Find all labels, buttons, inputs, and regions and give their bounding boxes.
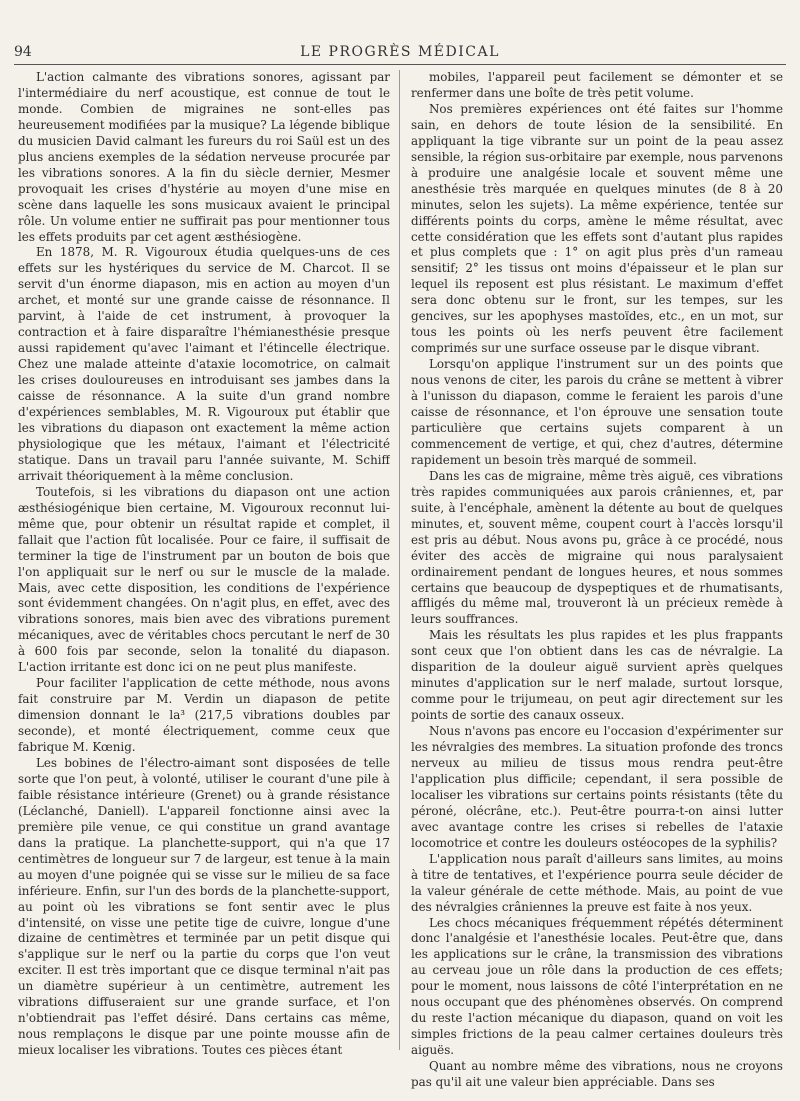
column-separator xyxy=(399,70,400,1050)
paragraph: L'application nous paraît d'ailleurs sans limites, au moins à titre de tentatives, et l'expérience pourra seule décider de la valeur générale de cette méthode. Mais, au point de vue des névralgies crâniennes la preuve est faite à nos yeux. xyxy=(411,851,783,914)
header-rule xyxy=(14,64,786,65)
paragraph: mobiles, l'appareil peut facilement se démonter et se renfermer dans une boîte de très petit volume. xyxy=(411,70,783,100)
running-title: LE PROGRÈS MÉDICAL xyxy=(300,44,500,60)
paragraph: L'action calmante des vibrations sonores, agissant par l'intermédiaire du nerf acoustique, est connue de tout le monde. Combien de migraines ne sont-elles pas heureusement modifiées par la musique? La légende biblique du musicien David calmant les fureurs du roi Saül est un des plus anciens exemples de la sédation nerveuse procurée par les vibrations sonores. A la fin du siècle dernier, Mesmer provoquait les crises d'hystérie au moyen d'une mise en scène dans laquelle les sons musicaux avaient le principal rôle. Un volume entier ne suffirait pas pour mentionner tous les effets produits par cet agent æsthésiogène. xyxy=(18,70,390,244)
left-column xyxy=(18,70,390,1090)
paragraph: Dans les cas de migraine, même très aiguë, ces vibrations très rapides communiquées aux parois crâniennes, et, par suite, à l'encéphale, amènent la détente au bout de quelques minutes, et, souvent même, coupent court à l'accès lorsqu'il est pris au début. Nous avons pu, grâce à ce procédé, nous éviter des accès de migraine qui nous paralysaient ordinairement pendant de longues heures, et nous sommes certains que beaucoup de dyspeptiques et de rhumatisants, affligés du même mal, trouveront là un précieux remède à leurs souffrances. xyxy=(411,468,783,627)
page-header xyxy=(14,44,786,64)
paragraph: Mais les résultats les plus rapides et les plus frappants sont ceux que l'on obtient dans les cas de névralgie. La disparition de la douleur aiguë survient après quelques minutes d'application sur le nerf malade, surtout lorsque, comme pour le trijumeau, on peut agir directement sur les points de sortie des canaux osseux. xyxy=(411,628,783,723)
page-number: 94 xyxy=(14,44,32,60)
right-column xyxy=(411,70,783,1090)
paragraph: Nos premières expériences ont été faites sur l'homme sain, en dehors de toute lésion de la sensibilité. En appliquant la tige vibrante sur un point de la peau assez sensible, la région sus-orbitaire par exemple, nous parvenons à produire une analgésie locale et souvent même une anesthésie très marquée en quelques minutes (de 8 à 20 minutes, selon les sujets). La même expérience, tentée sur différents points du corps, amène le même résultat, avec cette considération que les effets sont d'autant plus rapides et plus complets que : 1° on agit plus près d'un rameau sensitif; 2° les tissus ont moins d'épaisseur et le plan sur lequel ils reposent est plus résistant. Le maximum d'effet sera donc obtenu sur le front, sur les tempes, sur les gencives, sur les apophyses mastoïdes, etc., en un mot, sur tous les points où les nerfs peuvent être facilement comprimés sur une surface osseuse par le disque vibrant. xyxy=(411,101,783,356)
paragraph: Les bobines de l'électro-aimant sont disposées de telle sorte que l'on peut, à volonté, utiliser le courant d'une pile à faible résistance intérieure (Grenet) ou à grande résistance (Léclanché, Daniell). L'appareil fonctionne ainsi avec la première pile venue, ce qui constitue un grand avantage dans la pratique. La planchette-support, qui n'a que 17 centimètres de longueur sur 7 de largeur, est tenue à la main au moyen d'une poignée qui se visse sur le milieu de sa face inférieure. Enfin, sur l'un des bords de la planchette-support, au point où les vibrations se font sentir avec le plus d'intensité, on visse une petite tige de cuivre, longue d'une dizaine de centimètres et terminée par un petit disque qui s'applique sur le nerf ou la partie du corps que l'on veut exciter. Il est très important que ce disque terminal n'ait pas un diamètre supérieur à un centimètre, autrement les vibrations diffuseraient sur une grande surface, et l'on n'obtiendrait pas l'effet désiré. Dans certains cas même, nous remplaçons le disque par une pointe mousse afin de mieux localiser les vibrations. Toutes ces pièces étant xyxy=(18,755,390,1058)
paragraph: Pour faciliter l'application de cette méthode, nous avons fait construire par M. Verdin un diapason de petite dimension donnant le la³ (217,5 vibrations doubles par seconde), et monté électriquement, comme ceux que fabrique M. Kœnig. xyxy=(18,676,390,755)
paragraph: Les chocs mécaniques fréquemment répétés déterminent donc l'analgésie et l'anesthésie locales. Peut-être que, dans les applications sur le crâne, la transmission des vibrations au cerveau joue un rôle dans la production de ces effets; pour le moment, nous laissons de côté l'interprétation en ne nous occupant que des phénomènes observés. On comprend du reste l'action mécanique du diapason, quand on voit les simples frictions de la peau calmer certaines douleurs très aiguës. xyxy=(411,915,783,1058)
paragraph: Toutefois, si les vibrations du diapason ont une action æsthésiogénique bien certaine, M. Vigouroux reconnut lui-même que, pour obtenir un résultat rapide et complet, il fallait que l'action fût localisée. Pour ce faire, il suffisait de terminer la tige de l'instrument par un bouton de bois que l'on appliquait sur le nerf ou sur le muscle de la malade. Mais, avec cette disposition, les conditions de l'expérience sont évidemment changées. On n'agit plus, en effet, avec des vibrations sonores, mais bien avec des vibrations purement mécaniques, avec de véritables chocs percutant le nerf de 30 à 600 fois par seconde, selon la tonalité du diapason. L'action irritante est donc ici on ne peut plus manifeste. xyxy=(18,484,390,675)
paragraph: Lorsqu'on applique l'instrument sur un des points que nous venons de citer, les parois du crâne se mettent à vibrer à l'unisson du diapason, comme le feraient les parois d'une caisse de résonnance, et l'on éprouve une sensation toute particulière que certains sujets comparent à un commencement de vertige, et qui, chez d'autres, détermine rapidement un besoin très marqué de sommeil. xyxy=(411,357,783,467)
paragraph: Nous n'avons pas encore eu l'occasion d'expérimenter sur les névralgies des membres. La situation profonde des troncs nerveux au milieu de tissus mous rendra peut-être l'application plus difficile; cependant, il sera possible de localiser les vibrations sur certains points résistants (tête du péroné, olécrâne, etc.). Peut-être pourra-t-on ainsi lutter avec avantage contre les crises si rebelles de l'ataxie locomotrice et contre les douleurs ostéocopes de la syphilis? xyxy=(411,724,783,850)
paragraph: Quant au nombre même des vibrations, nous ne croyons pas qu'il ait une valeur bien appréciable. Dans ses xyxy=(411,1059,783,1090)
paragraph: En 1878, M. R. Vigouroux étudia quelques-uns de ces effets sur les hystériques du service de M. Charcot. Il se servit d'un énorme diapason, mis en action au moyen d'un archet, et monté sur une grande caisse de résonnance. Il parvint, à l'aide de cet instrument, à provoquer la contraction et à faire disparaître l'hémianesthésie presque aussi rapidement qu'avec l'aimant et l'étincelle électrique. Chez une malade atteinte d'ataxie locomotrice, on calmait les crises douloureuses en introduisant ses jambes dans la caisse de résonnance. A la suite d'un grand nombre d'expériences semblables, M. R. Vigouroux put établir que les vibrations du diapason ont exactement la même action physiologique que les métaux, l'aimant et l'électricité statique. Dans un travail paru l'année suivante, M. Schiff arrivait théoriquement à la même conclusion. xyxy=(18,245,390,483)
